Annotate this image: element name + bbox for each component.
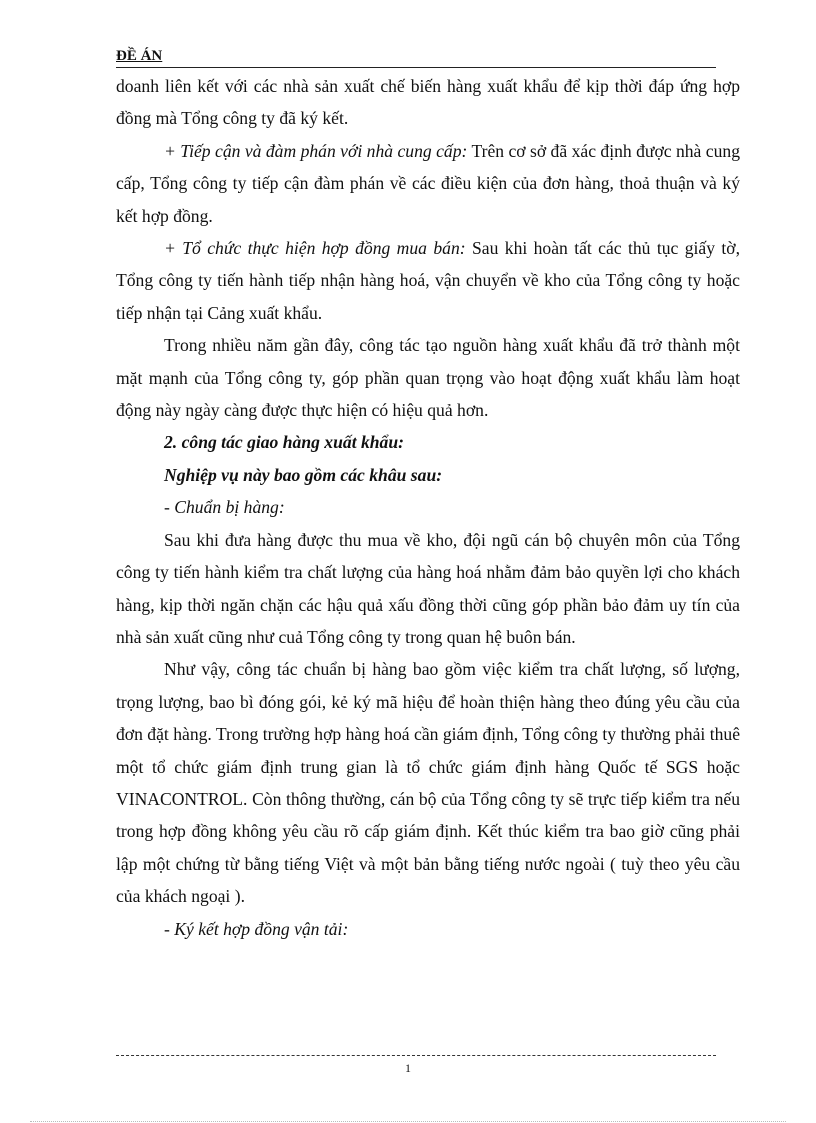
section-heading — [116, 426, 740, 458]
list-label — [116, 913, 740, 945]
paragraph-text: Trong nhiều năm gần đây, công tác tạo nguồn hàng xuất khẩu đã trở thành một mặt mạnh của Tổng công ty, góp phần quan trọng vào hoạt động xuất khẩu làm hoạt động này ngày càng được thực hiện có hiệu quả hơn. — [116, 335, 740, 421]
document-header: ĐỀ ÁN — [116, 48, 163, 64]
paragraph-text: doanh liên kết với các nhà sản xuất chế biến hàng xuất khẩu để kịp thời đáp ứng hợp đồng mà Tổng công ty đã ký kết. — [116, 76, 740, 129]
paragraph — [116, 329, 740, 426]
paragraph-text: Trên cơ sở đã xác định được nhà cung cấp, Tổng công ty tiếp cận đàm phán về các điều kiện của đơn hàng, thoả thuận và ký kết hợp đồng. — [116, 140, 740, 226]
paragraph — [116, 135, 740, 232]
list-label — [116, 491, 740, 523]
paragraph-label: + Tổ chức thực hiện hợp đồng mua bán: — [164, 238, 466, 259]
document-body — [116, 70, 740, 945]
paragraph-text: Như vậy, công tác chuẩn bị hàng bao gồm việc kiểm tra chất lượng, số lượng, trọng lượng, bao bì đóng gói, kẻ ký mã hiệu để hoàn thiện hàng theo đúng yêu cầu của đơn đặt hàng. Trong trường hợp hàng hoá cần giám định, Tổng công ty thường phải thuê một tổ chức giám định trung gian là tổ chức giám định hàng Quốc tế SGS hoặc VINACONTROL. Còn thông thường, cán bộ của Tổng công ty sẽ trực tiếp kiểm tra nếu trong hợp đồng không yêu cầu rõ cấp giám định. Kết thúc kiểm tra bao giờ cũng phải lập một chứng từ bằng tiếng Việt và một bản bằng tiếng nước ngoài ( tuỳ theo yêu cầu của khách ngoại ). — [116, 659, 740, 907]
page-edge-divider — [30, 1121, 786, 1122]
header-rule — [116, 67, 716, 68]
paragraph — [116, 232, 740, 329]
paragraph-text: Sau khi hoàn tất các thủ tục giấy tờ, Tổng công ty tiến hành tiếp nhận hàng hoá, vận chuyển về kho của Tổng công ty hoặc tiếp nhận tại Cảng xuất khẩu. — [116, 238, 740, 323]
paragraph — [116, 70, 740, 135]
paragraph-label: + Tiếp cận và đàm phán với nhà cung cấp: — [164, 140, 468, 161]
paragraph — [116, 653, 740, 912]
subsection-heading-text: Nghiệp vụ này bao gồm các khâu sau: — [164, 464, 443, 485]
footer-rule — [116, 1055, 716, 1056]
list-label-text: - Ký kết hợp đồng vận tải: — [164, 918, 349, 939]
subsection-heading — [116, 459, 740, 491]
section-heading-text: 2. công tác giao hàng xuất khẩu: — [164, 432, 404, 453]
paragraph — [116, 524, 740, 654]
list-label-text: - Chuẩn bị hàng: — [164, 497, 285, 518]
paragraph-text: Sau khi đưa hàng được thu mua về kho, đội ngũ cán bộ chuyên môn của Tổng công ty tiến hành kiểm tra chất lượng của hàng hoá nhằm đảm bảo quyền lợi cho khách hàng, kịp thời ngăn chặn các hậu quả xấu đồng thời cũng góp phần bảo đảm uy tín của nhà sản xuất cũng như cuả Tổng công ty trong quan hệ buôn bán. — [116, 529, 740, 647]
page-number: 1 — [405, 1061, 411, 1075]
